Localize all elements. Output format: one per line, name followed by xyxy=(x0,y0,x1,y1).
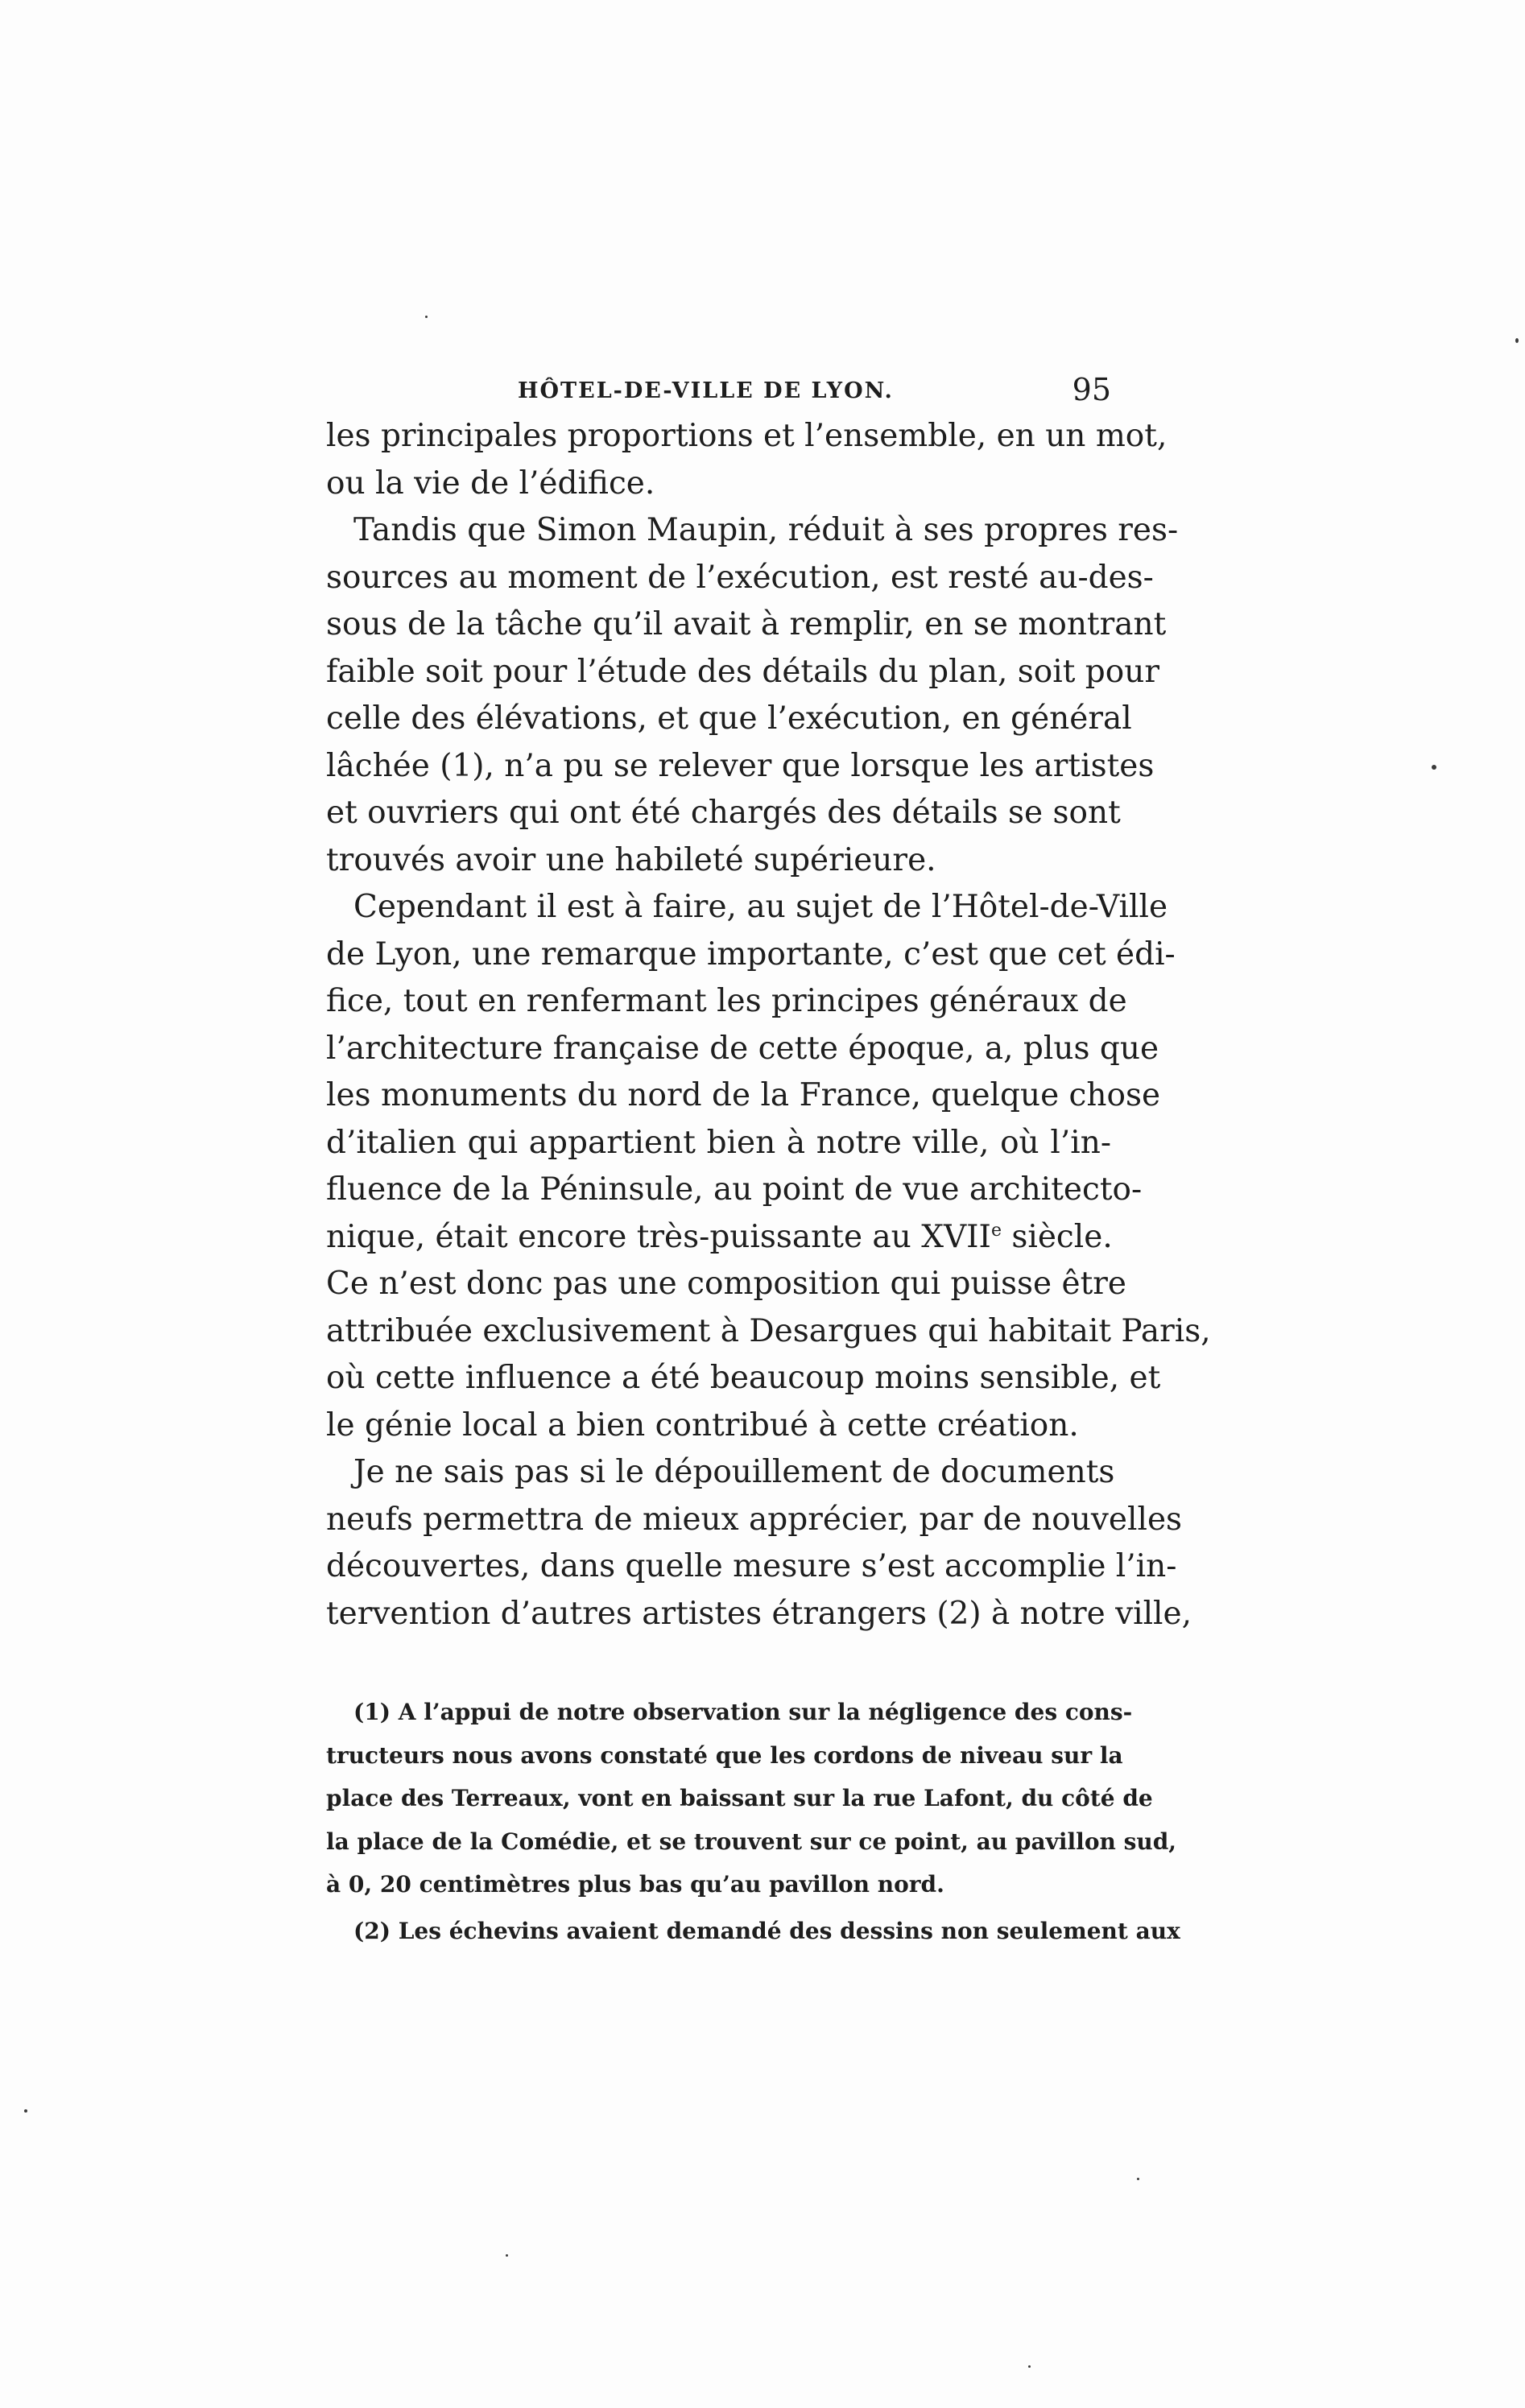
text-line: lâchée (1), n’a pu se relever que lorsque les artistes xyxy=(326,747,1155,784)
paragraph-start-line: Cependant il est à faire, au sujet de l’Hôtel-de-Ville xyxy=(353,889,1168,925)
text-line: le génie local a bien contribué à cette création. xyxy=(326,1406,1079,1444)
text-line: d’italien qui appartient bien à notre ville, où l’in- xyxy=(326,1124,1111,1161)
footnote-line: tructeurs nous avons constaté que les cordons de niveau sur la xyxy=(326,1741,1123,1769)
text-line: les principales proportions et l’ensemble, en un mot, xyxy=(326,418,1168,454)
page-number: 95 xyxy=(1072,372,1111,407)
text-line: faible soit pour l’étude des détails du plan, soit pour xyxy=(326,653,1160,690)
text-line-end: siècle. xyxy=(1001,1218,1113,1255)
text-line: sous de la tâche qu’il avait à remplir, en se montrant xyxy=(326,606,1167,642)
paper-speck xyxy=(1028,2365,1031,2368)
text-line: neufs permettra de mieux apprécier, par de nouvelles xyxy=(326,1501,1183,1538)
footnotes xyxy=(326,1691,1180,1952)
running-title: HÔTEL-DE-VILLE DE LYON. xyxy=(518,378,894,403)
text-line: celle des élévations, et que l’exécution, en général xyxy=(326,700,1132,737)
text-line: de Lyon, une remarque importante, c’est que cet édi- xyxy=(326,936,1176,973)
footnote-line: (1) A l’appui de notre observation sur la négligence des cons- xyxy=(353,1699,1133,1725)
text-line-start: nique, était encore très-puissante au XVII xyxy=(326,1218,991,1255)
paper-speck xyxy=(1515,338,1519,343)
paragraph-start-line: Je ne sais pas si le dépouillement de documents xyxy=(353,1454,1115,1490)
paper-speck xyxy=(1432,765,1436,770)
text-line: fice, tout en renfermant les principes généraux de xyxy=(326,983,1127,1019)
paper-speck xyxy=(1137,2178,1139,2180)
text-line: fluence de la Péninsule, au point de vue architecto- xyxy=(326,1171,1143,1208)
text-line: attribuée exclusivement à Desargues qui habitait Paris, xyxy=(326,1312,1211,1349)
text-line-with-superscript xyxy=(326,1214,1111,1262)
text-line: les monuments du nord de la France, quelque chose xyxy=(326,1077,1161,1113)
text-line: ou la vie de l’édifice. xyxy=(326,465,655,502)
superscript: e xyxy=(990,1220,1002,1241)
paper-speck xyxy=(24,2109,27,2113)
text-line: sources au moment de l’exécution, est resté au-des- xyxy=(326,559,1154,596)
footnote-line: (2) Les échevins avaient demandé des dessins non seulement aux xyxy=(353,1917,1180,1944)
text-line: et ouvriers qui ont été chargés des détails se sont xyxy=(326,795,1121,831)
paragraph-start-line: Tandis que Simon Maupin, réduit à ses propres res- xyxy=(353,512,1179,548)
text-line: découvertes, dans quelle mesure s’est accomplie l’in- xyxy=(326,1548,1177,1584)
text-line: où cette influence a été beaucoup moins sensible, et xyxy=(326,1360,1161,1396)
text-line: l’architecture française de cette époque, a, plus que xyxy=(326,1030,1159,1067)
paper-speck xyxy=(425,316,428,318)
page-header xyxy=(326,372,1111,412)
text-line: Ce n’est donc pas une composition qui puisse être xyxy=(326,1266,1127,1302)
body-text xyxy=(326,413,1211,1638)
footnote-line: place des Terreaux, vont en baissant sur la rue Lafont, du côté de xyxy=(326,1785,1153,1811)
text-line: tervention d’autres artistes étrangers (2) à notre ville, xyxy=(326,1595,1192,1632)
footnote-line: à 0, 20 centimètres plus bas qu’au pavillon nord. xyxy=(326,1871,944,1898)
footnote-line: la place de la Comédie, et se trouvent sur ce point, au pavillon sud, xyxy=(326,1828,1177,1855)
paper-speck xyxy=(506,2254,508,2257)
text-line: trouvés avoir une habileté supérieure. xyxy=(326,841,936,878)
